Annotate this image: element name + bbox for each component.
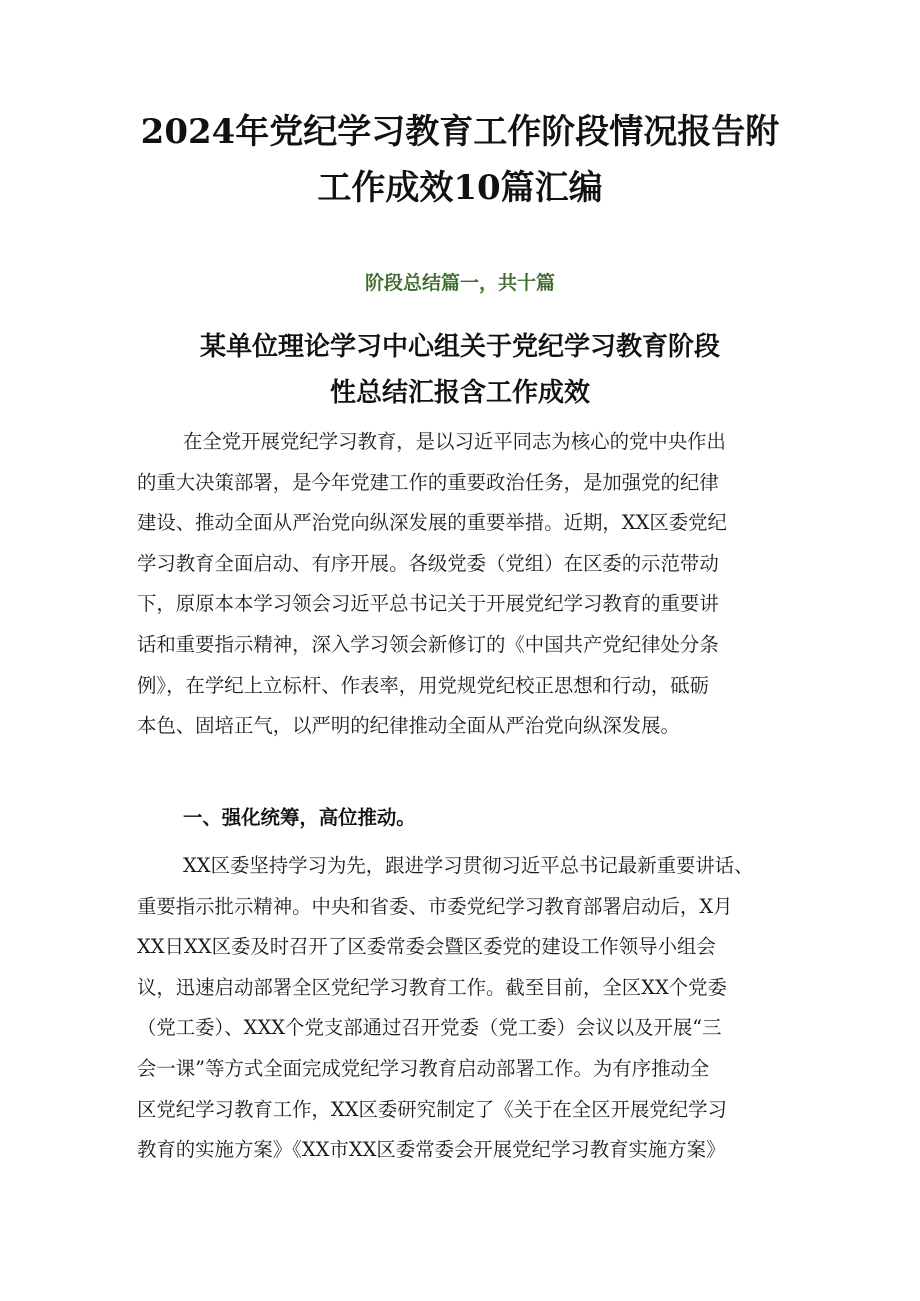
paragraph-line: 会一课”等方式全面完成党纪学习教育启动部署工作。为有序推动全 — [137, 1056, 710, 1080]
paragraph-line: 的重大决策部署，是今年党建工作的重要政治任务，是加强党的纪律 — [137, 470, 719, 494]
article-subtitle — [120, 324, 800, 416]
paragraph-line: 本色、固培正气，以严明的纪律推动全面从严治党向纵深发展。 — [137, 714, 680, 738]
paragraph-line: 议，迅速启动部署全区党纪学习教育工作。截至目前，全区XX个党委 — [137, 975, 727, 999]
paragraph-line: 话和重要指示精神，深入学习领会新修订的《中国共产党纪律处分条 — [137, 632, 719, 656]
title-line: 工作成效10篇汇编 — [317, 168, 603, 208]
section-heading: 一、强化统筹，高位推动。 — [183, 806, 416, 829]
body-paragraph — [137, 846, 797, 1171]
paragraph-line: （党工委）、XXX个党支部通过召开党委（党工委）会议以及开展“三 — [137, 1016, 722, 1040]
paragraph-line: 在全党开展党纪学习教育，是以习近平同志为核心的党中央作出 — [183, 430, 726, 453]
paragraph-line: 例》，在学纪上立标杆、作表率，用党规党纪校正思想和行动，砥砺 — [137, 673, 710, 697]
paragraph-line: 学习教育全面启动、有序开展。各级党委（党组）在区委的示范带动 — [137, 551, 719, 575]
paragraph-line: XX日XX区委及时召开了区委常委会暨区委党的建设工作领导小组会 — [137, 935, 716, 959]
intro-paragraph — [137, 422, 797, 747]
paragraph-line: 区党纪学习教育工作，XX区委研究制定了《关于在全区开展党纪学习 — [137, 1097, 727, 1121]
paragraph-line: 建设、推动全面从严治党向纵深发展的重要举措。近期，XX区委党纪 — [137, 511, 727, 535]
title-line: 2024年党纪学习教育工作阶段情况报告附 — [140, 112, 780, 152]
subtitle-line: 某单位理论学习中心组关于党纪学习教育阶段 — [199, 332, 720, 362]
paragraph-line: 重要指示批示精神。中央和省委、市委党纪学习教育部署启动后，X月 — [137, 894, 733, 918]
paragraph-line: 教育的实施方案》《XX市XX区委常委会开展党纪学习教育实施方案》 — [137, 1138, 726, 1162]
document-title — [120, 104, 800, 216]
subtitle-line: 性总结汇报含工作成效 — [329, 378, 590, 408]
section-label: 阶段总结篇一，共十篇 — [364, 272, 555, 294]
paragraph-line: XX区委坚持学习为先，跟进学习贯彻习近平总书记最新重要讲话、 — [183, 854, 754, 877]
paragraph-line: 下，原原本本学习领会习近平总书记关于开展党纪学习教育的重要讲 — [137, 592, 719, 616]
